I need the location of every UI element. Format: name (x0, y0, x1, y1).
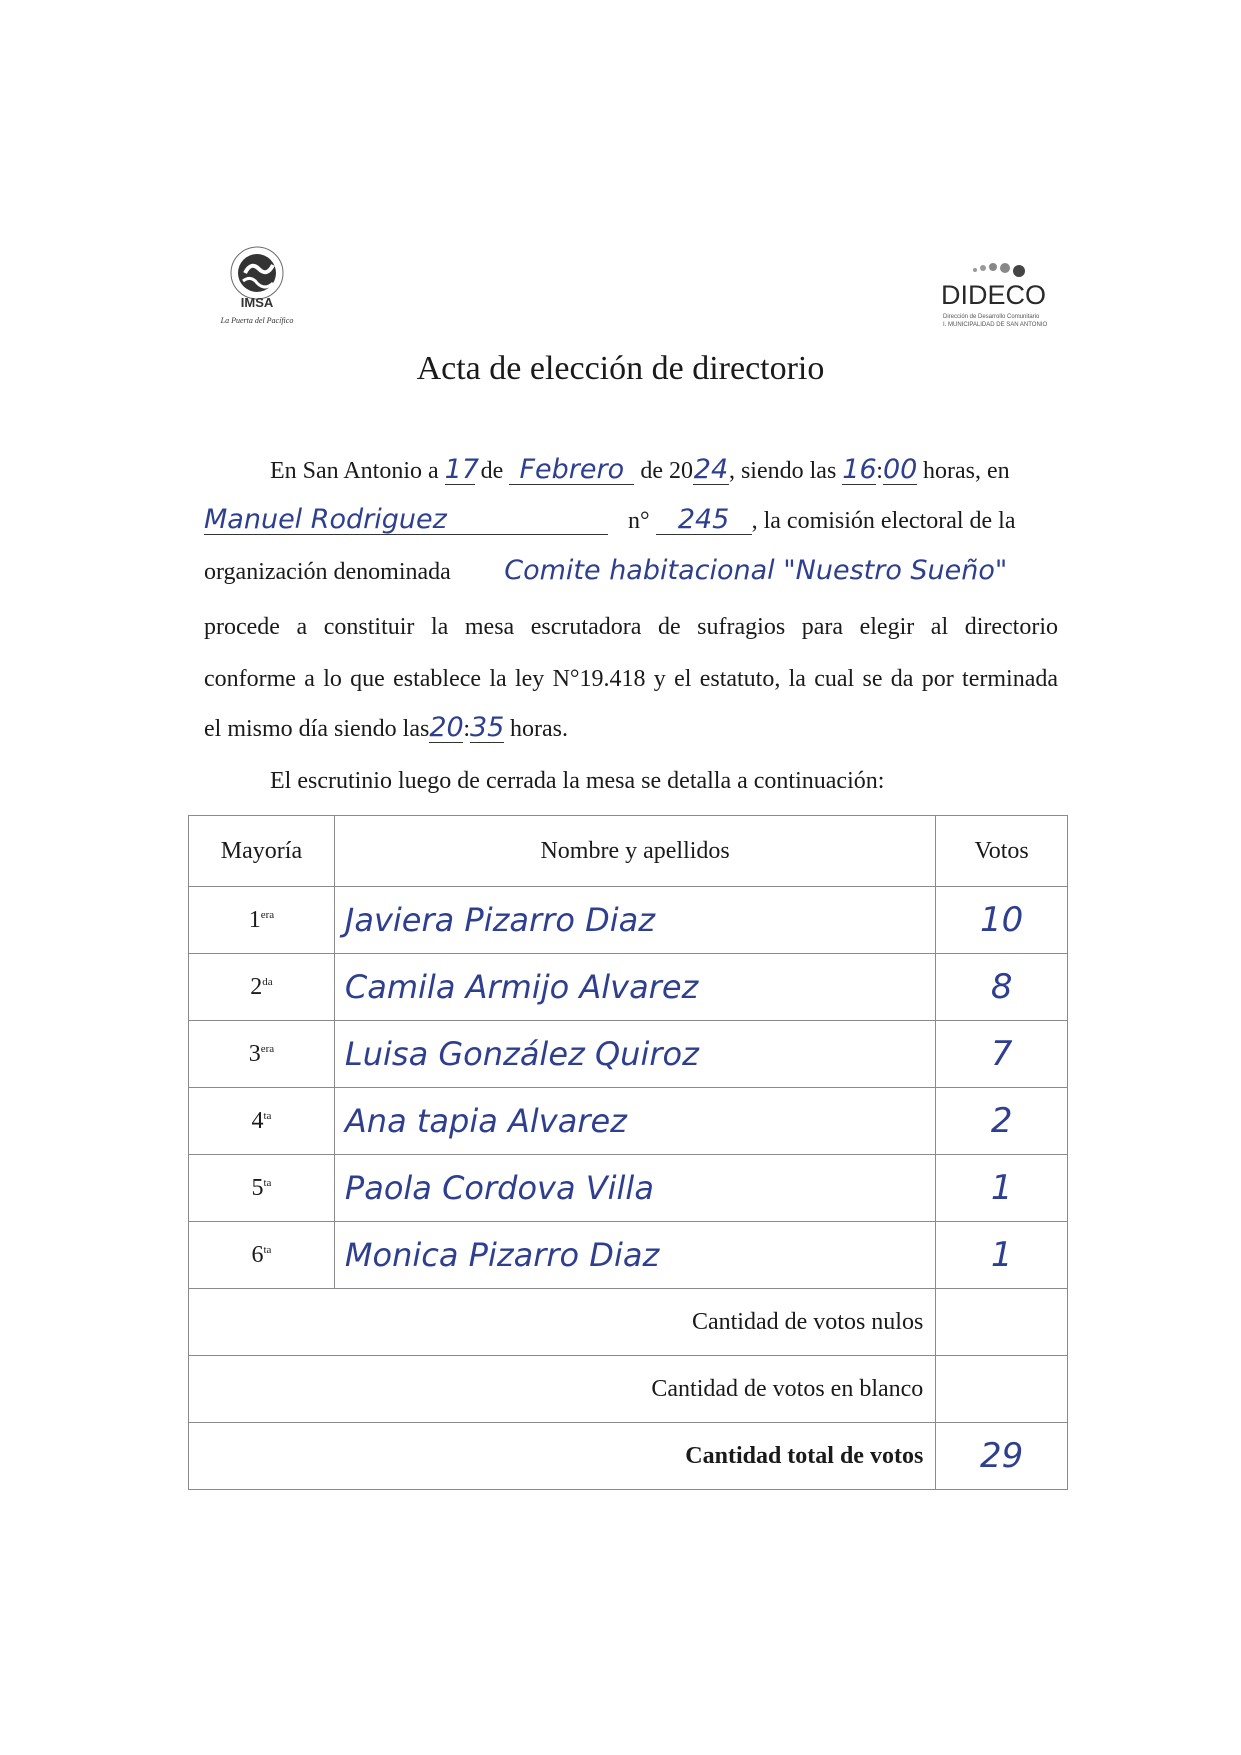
imsa-logo (205, 243, 315, 338)
rank-suffix: era (260, 1042, 275, 1055)
rank-cell (189, 887, 335, 954)
end-hour-value: 20 (429, 712, 464, 743)
candidate-name: Paola Cordova Villa (344, 1169, 654, 1207)
imsa-emblem-icon (205, 243, 315, 338)
text-organizacion-denominada: organización denominada (204, 559, 451, 585)
rank-number: 5 (251, 1174, 264, 1201)
candidate-votes: 2 (990, 1101, 1013, 1141)
total-value: 29 (980, 1436, 1024, 1476)
document-title: Acta de elección de directorio (416, 350, 825, 387)
table-row (189, 1021, 1068, 1088)
svg-text:La Puerta del Pacífico: La Puerta del Pacífico (220, 316, 294, 325)
paragraph-line-5: conforme a lo que establece la ley N°19.418 y el estatuto, la cual se da por terminada (204, 666, 1058, 692)
votes-cell (936, 887, 1068, 954)
month-field (509, 456, 634, 485)
votes-cell (936, 1088, 1068, 1155)
blanco-label: Cantidad de votos en blanco (189, 1356, 936, 1423)
text-colon-2: : (463, 716, 470, 742)
header-votos: Votos (936, 816, 1068, 887)
dideco-dots-icon (935, 262, 1055, 337)
blanco-row (189, 1356, 1068, 1423)
paragraph-line-4: procede a constituir la mesa escrutadora de sufragios para elegir al directorio (204, 614, 1058, 640)
rank-number: 1 (248, 906, 261, 933)
name-cell (334, 1088, 935, 1155)
text-en-san-antonio: En San Antonio a (270, 458, 439, 484)
start-min-field (883, 456, 917, 485)
candidate-name: Monica Pizarro Diaz (344, 1236, 660, 1274)
name-cell (334, 954, 935, 1021)
candidate-votes: 7 (990, 1034, 1013, 1074)
paragraph-line-3 (204, 557, 1055, 586)
candidate-name: Javiera Pizarro Diaz (344, 901, 655, 939)
candidate-name: Luisa González Quiroz (344, 1035, 699, 1073)
rank-cell (189, 1021, 335, 1088)
nulos-value-cell (936, 1289, 1068, 1356)
candidate-name: Ana tapia Alvarez (344, 1102, 627, 1140)
votes-cell (936, 954, 1068, 1021)
text-horas: horas. (509, 716, 568, 742)
votes-cell (936, 1021, 1068, 1088)
text-de-20: de 20 (640, 458, 693, 484)
text-horas-en: horas, en (922, 458, 1010, 484)
candidate-votes: 8 (990, 967, 1013, 1007)
total-value-cell (936, 1423, 1068, 1490)
table-row (189, 887, 1068, 954)
number-value: 245 (677, 504, 730, 535)
month-value: Febrero (519, 454, 625, 485)
candidate-votes: 10 (980, 900, 1024, 940)
header-nombre: Nombre y apellidos (334, 816, 935, 887)
candidate-votes: 1 (990, 1168, 1013, 1208)
nulos-row (189, 1289, 1068, 1356)
rank-cell (189, 1222, 335, 1289)
rank-suffix: ta (263, 1109, 272, 1122)
candidate-name: Camila Armijo Alvarez (344, 968, 699, 1006)
start-hour-field (842, 456, 876, 485)
year-value: 24 (693, 454, 729, 485)
end-min-field (470, 714, 504, 743)
table-row (189, 1088, 1068, 1155)
text-mismo-dia: el mismo día siendo las (204, 716, 430, 742)
text-numero: n° (628, 508, 650, 534)
rank-suffix: ta (263, 1243, 272, 1256)
place-value: Manuel Rodriguez (204, 504, 447, 535)
text-colon: : (876, 458, 883, 484)
svg-text:DIDECO: DIDECO (941, 280, 1047, 310)
dideco-logo (935, 262, 1055, 337)
name-cell (334, 1222, 935, 1289)
start-hour-value: 16 (842, 454, 877, 485)
rank-cell (189, 1155, 335, 1222)
end-min-value: 35 (469, 712, 505, 743)
name-cell (334, 1155, 935, 1222)
nulos-label: Cantidad de votos nulos (189, 1289, 936, 1356)
text-siendo-las: , siendo las (728, 458, 837, 484)
svg-text:Dirección de Desarrollo Comuni: Dirección de Desarrollo Comunitario (943, 314, 1040, 320)
rank-number: 2 (250, 973, 263, 1000)
table-row (189, 1222, 1068, 1289)
paragraph-line-2 (204, 506, 1016, 535)
place-field (204, 506, 608, 535)
paragraph-line-7: El escrutinio luego de cerrada la mesa se detalla a continuación: (270, 768, 885, 794)
header-mayoria: Mayoría (189, 816, 335, 887)
rank-number: 4 (251, 1107, 264, 1134)
rank-suffix: da (262, 975, 273, 988)
number-field (656, 506, 752, 535)
svg-text:I. MUNICIPALIDAD DE SAN ANTONI: I. MUNICIPALIDAD DE SAN ANTONIO (943, 322, 1048, 328)
name-cell (334, 887, 935, 954)
paragraph-line-1 (270, 456, 1010, 485)
rank-suffix: era (260, 908, 275, 921)
table-header-row (189, 816, 1068, 887)
org-name-value: Comite habitacional "Nuestro Sueño" (504, 555, 1008, 586)
day-value: 17 (444, 454, 480, 485)
rank-cell (189, 1088, 335, 1155)
votes-cell (936, 1155, 1068, 1222)
svg-text:IMSA: IMSA (240, 295, 274, 310)
votes-cell (936, 1222, 1068, 1289)
table-row (189, 954, 1068, 1021)
blanco-value-cell (936, 1356, 1068, 1423)
total-row (189, 1423, 1068, 1490)
start-min-value: 00 (882, 454, 918, 485)
day-field (444, 454, 480, 485)
rank-number: 6 (251, 1241, 264, 1268)
text-de: de (480, 458, 504, 484)
rank-number: 3 (248, 1040, 261, 1067)
candidate-votes: 1 (990, 1235, 1013, 1275)
org-name-field (457, 557, 1055, 586)
rank-cell (189, 954, 335, 1021)
paragraph-line-6 (204, 714, 568, 743)
name-cell (334, 1021, 935, 1088)
year-field (693, 456, 729, 485)
text-comision-electoral: , la comisión electoral de la (751, 508, 1016, 534)
end-hour-field (429, 714, 463, 743)
total-label: Cantidad total de votos (189, 1423, 936, 1490)
rank-suffix: ta (263, 1176, 272, 1189)
table-row (189, 1155, 1068, 1222)
votes-table (188, 815, 1068, 1490)
